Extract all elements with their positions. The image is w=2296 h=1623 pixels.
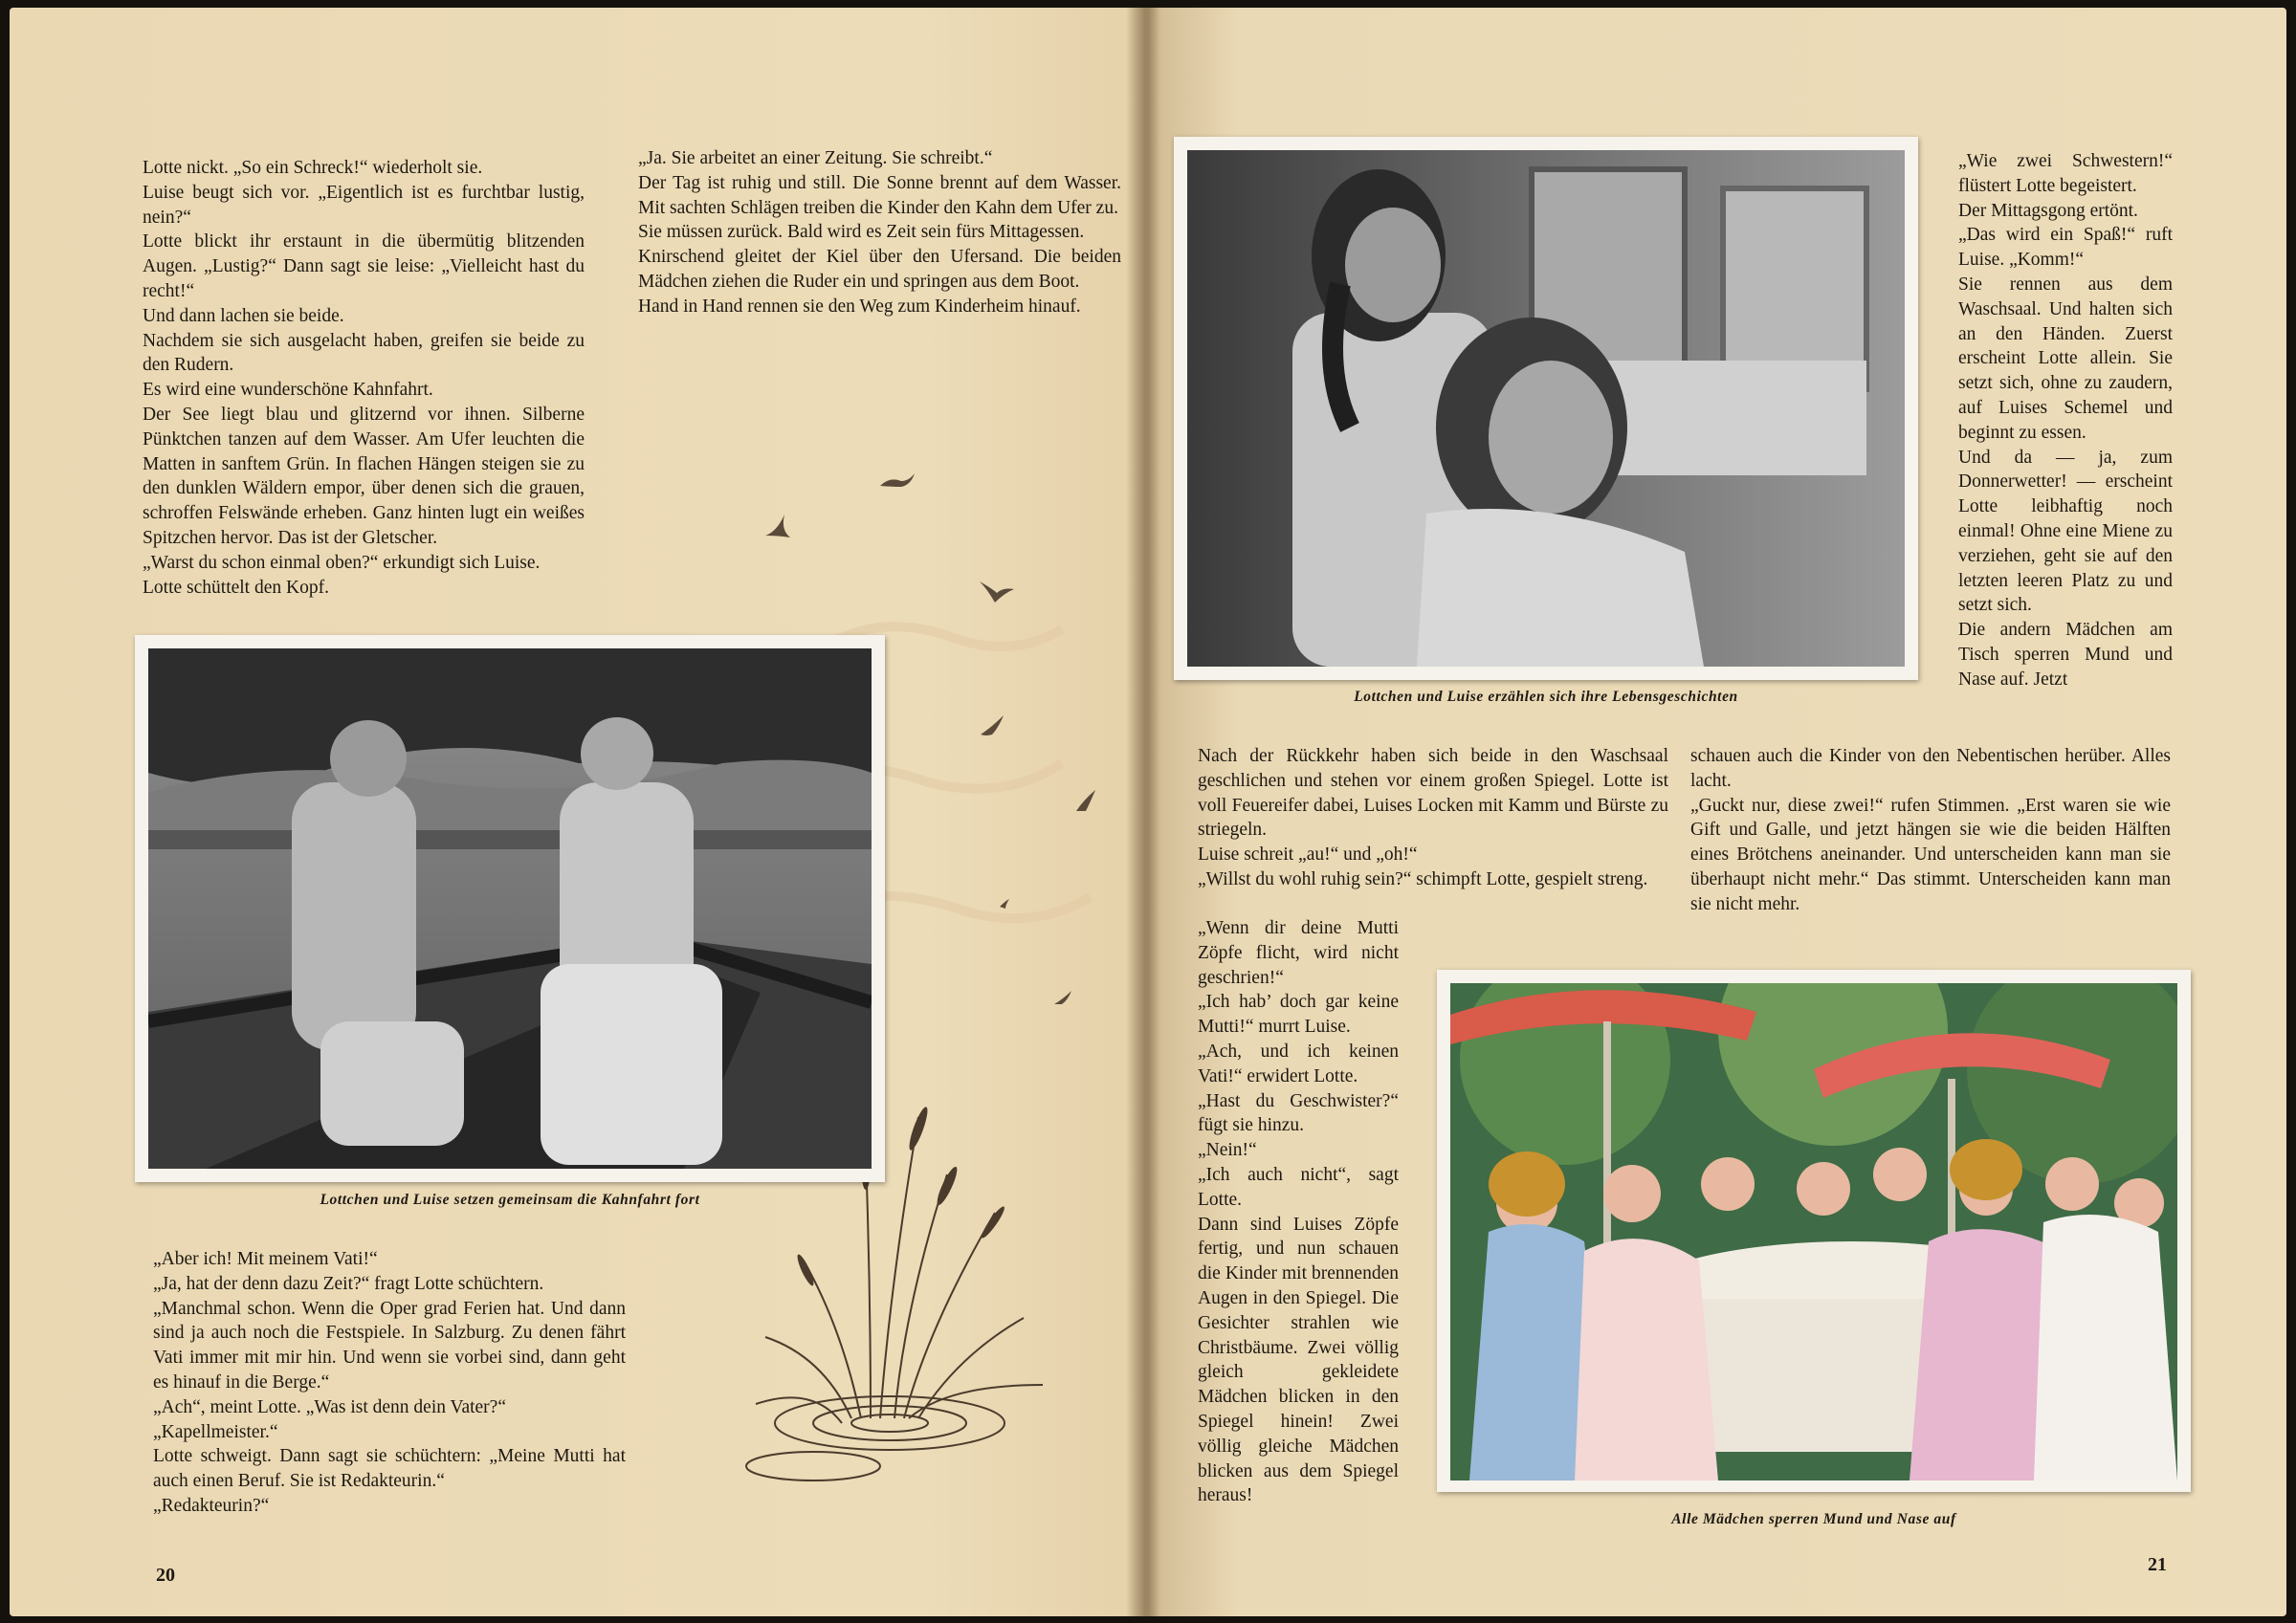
paragraph: „Wenn dir deine Mutti Zöpfe flicht, wird nicht geschrien!“ (1198, 918, 1399, 988)
paragraph: „Ach“, meint Lotte. „Was ist denn dein Vater?“ (153, 1396, 506, 1417)
paragraph: Nach der Rückkehr haben sich beide in den Waschsaal geschlichen und stehen vor einem großen Spiegel. Lotte ist voll Feuereifer dabei, Luises Locken mit Kamm und Bürste zu striegeln. (1198, 746, 1668, 841)
paragraph: Nachdem sie sich ausgelacht haben, greifen sie beide zu den Rudern. (143, 330, 585, 376)
paragraph: Lotte schweigt. Dann sagt sie schüchtern: „Meine Mutti hat auch einen Beruf. Sie ist Redakteurin.“ (153, 1446, 626, 1492)
bird-icon (765, 515, 790, 537)
paragraph: Knirschend gleitet der Kiel über den Ufersand. Die beiden Mädchen ziehen die Ruder ein und springen aus dem Boot. (638, 247, 1121, 292)
paragraph: schauen auch die Kinder von den Nebentischen herüber. Alles lacht. (1690, 746, 2171, 791)
paragraph: „Das wird ein Spaß!“ ruft Luise. „Komm!“ (1958, 225, 2173, 271)
bird-icon (981, 715, 1004, 735)
paragraph: Dann sind Luises Zöpfe fertig, und nun schauen die Kinder mit brennenden Augen in den Spiegel. Die Gesichter strahlen wie Christbäume. Zwei völlig gleich gekleidete Mädchen blicken in den Spiegel hinein! Zwei völlig gleiche Mädchen blicken aus dem Spiegel heraus! (1198, 1214, 1399, 1506)
paragraph: Der Tag ist ruhig und still. Die Sonne brennt auf dem Wasser. Mit sachten Schlägen treiben die Kinder den Kahn dem Ufer zu. (638, 172, 1121, 218)
paragraph: Lotte blickt ihr erstaunt in die übermütig blitzenden Augen. „Lustig?“ Dann sagt sie leise: „Vielleicht hast du recht!“ (143, 231, 585, 301)
boat-photo-caption: Lottchen und Luise setzen gemeinsam die Kahnfahrt fort (320, 1192, 700, 1208)
paragraph: „Nein!“ (1198, 1140, 1257, 1161)
paragraph: „Willst du wohl ruhig sein?“ schimpft Lotte, gespielt streng. (1198, 868, 1648, 889)
bird-icon (1054, 991, 1071, 1004)
paragraph: Luise schreit „au!“ und „oh!“ (1198, 844, 1418, 866)
paragraph: Sie müssen zurück. Bald wird es Zeit sein fürs Mittagessen. (638, 222, 1085, 243)
paragraph: Und dann lachen sie beide. (143, 305, 344, 326)
paragraph: „Redakteurin?“ (153, 1495, 270, 1516)
paragraph: „Wie zwei Schwestern!“ flüstert Lotte begeistert. (1958, 151, 2173, 196)
right-column-mid-right (1690, 744, 2171, 917)
bird-icon (1076, 790, 1095, 811)
paragraph: Der See liegt blau und glitzernd vor ihnen. Silberne Pünktchen tanzen auf dem Wasser. Am Ufer leuchten die Matten in sanftem Grün. In flachen Hängen steigen sie zu den dunklen Wäldern empor, über denen sich die grauen, schroffen Felswände erheben. Ganz hinten lugt ein weißes Spitzchen hervor. Das ist der Gletscher. (143, 404, 585, 548)
braiding-photo-caption: Lottchen und Luise erzählen sich ihre Lebensgeschichten (1354, 689, 1738, 705)
braiding-photo (1174, 137, 1918, 680)
table-illustration (1437, 970, 2191, 1492)
paragraph: Hand in Hand rennen sie den Weg zum Kinderheim hinauf. (638, 296, 1081, 317)
left-column-2 (638, 146, 1121, 319)
bird-icon (880, 473, 915, 487)
right-column-top (1958, 149, 2173, 692)
paragraph: „Ach, und ich keinen Vati!“ erwidert Lotte. (1198, 1041, 1399, 1086)
paragraph: Es wird eine wunderschöne Kahnfahrt. (143, 380, 433, 401)
paragraph: „Warst du schon einmal oben?“ erkundigt sich Luise. (143, 552, 541, 573)
paragraph: Luise beugt sich vor. „Eigentlich ist es furchtbar lustig, nein?“ (143, 182, 585, 228)
paragraph: „Ich auch nicht“, sagt Lotte. (1198, 1164, 1399, 1210)
paragraph: „Kapellmeister.“ (153, 1421, 278, 1442)
paragraph: Lotte schüttelt den Kopf. (143, 577, 329, 598)
paragraph: „Manchmal schon. Wenn die Oper grad Ferien hat. Und dann sind ja auch noch die Festspiele. In Salzburg. Zu denen fährt Vati immer mit mir hin. Und wenn sie vorbei sind, dann geht es hinauf in die Berge.“ (153, 1298, 626, 1393)
right-column-mid-left (1198, 744, 1668, 892)
paragraph: „Hast du Geschwister?“ fügt sie hinzu. (1198, 1090, 1399, 1136)
paragraph: „Ja. Sie arbeitet an einer Zeitung. Sie schreibt.“ (638, 148, 993, 168)
paragraph: „Ja, hat der denn dazu Zeit?“ fragt Lotte schüchtern. (153, 1273, 544, 1294)
right-column-narrow (1198, 916, 1399, 1508)
paragraph: Und da — ja, zum Donnerwetter! — erscheint Lotte leibhaftig noch einmal! Ohne eine Miene zu verziehen, geht sie auf den letzten leeren Platz zu und setzt sich. (1958, 447, 2173, 616)
paragraph: Sie rennen aus dem Waschsaal. Und halten sich an den Händen. Zuerst erscheint Lotte allein. Sie setzt sich, ohne zu zaudern, auf Luises Schemel und beginnt zu essen. (1958, 274, 2173, 443)
page-number-right: 21 (2148, 1554, 2167, 1575)
page-number-left: 20 (156, 1565, 175, 1586)
bird-icon (1000, 899, 1009, 909)
book-spread (10, 8, 2286, 1616)
paragraph: „Ich hab’ doch gar keine Mutti!“ murrt Luise. (1198, 992, 1399, 1038)
boat-photo (135, 635, 885, 1182)
paragraph: Der Mittagsgong ertönt. (1958, 200, 2138, 221)
table-illustration-caption: Alle Mädchen sperren Mund und Nase auf (1671, 1511, 1956, 1527)
paragraph: „Guckt nur, diese zwei!“ rufen Stimmen. „Erst waren sie wie Gift und Galle, und jetzt hängen sie wie die beiden Hälften eines Brötchens aneinander. Und unterscheiden kann man sie überhaupt nicht mehr.“ Das stimmt. Unterscheiden kann man sie nicht mehr. (1690, 795, 2171, 914)
left-column-1 (143, 156, 585, 600)
bird-icon (980, 581, 1014, 603)
paragraph: Die andern Mädchen am Tisch sperren Mund und Nase auf. Jetzt (1958, 620, 2173, 690)
paragraph: Lotte nickt. „So ein Schreck!“ wiederholt sie. (143, 158, 483, 178)
paragraph: „Aber ich! Mit meinem Vati!“ (153, 1249, 378, 1269)
left-column-bottom (153, 1247, 626, 1519)
